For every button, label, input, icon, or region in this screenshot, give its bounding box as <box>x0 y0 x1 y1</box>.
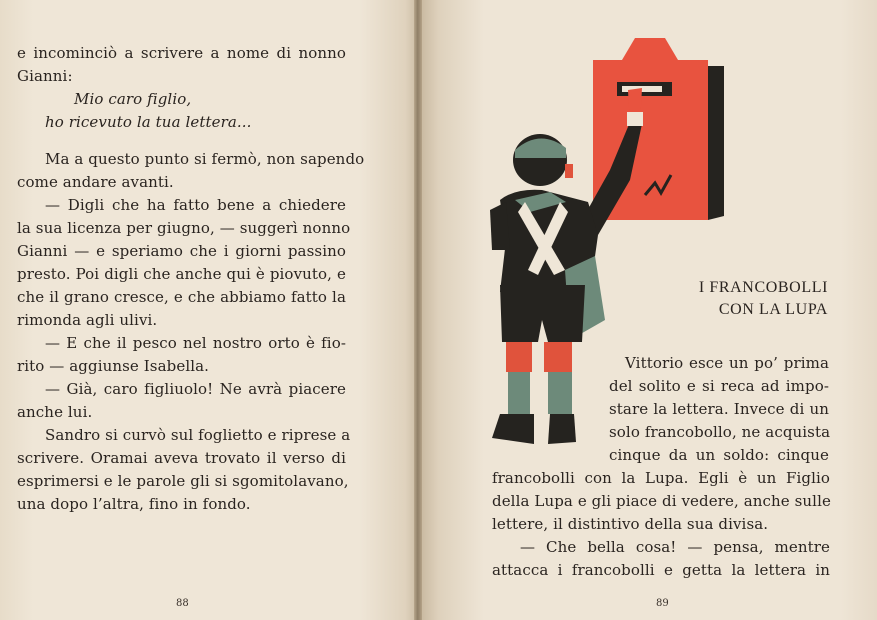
text-line: come andare avanti. <box>17 173 174 191</box>
chapter-heading <box>640 277 828 321</box>
text-line: la sua licenza per giugno, — suggerì nonno <box>17 219 351 237</box>
right-page-wide-text <box>492 467 830 582</box>
text-line: della Lupa e gli piace di vedere, anche sulle <box>492 492 831 510</box>
text-line: presto. Poi digli che anche qui è piovuto, e <box>17 265 346 283</box>
spacer <box>17 134 346 148</box>
text-line: — E che il pesco nel nostro orto è fio- <box>45 334 346 352</box>
text-line: anche lui. <box>17 403 93 421</box>
page-number-right: 89 <box>656 598 669 609</box>
text-line: rito — aggiunse Isabella. <box>17 357 210 375</box>
text-line: lettere, il distintivo della sua divisa. <box>492 515 769 533</box>
text-line: — Già, caro figliuolo! Ne avrà piacere <box>45 380 346 398</box>
text-line: stare la lettera. Invece di un <box>609 400 829 418</box>
text-line: scrivere. Oramai aveva trovato il verso di <box>17 449 346 467</box>
text-line: e incominciò a scrivere a nome di nonno <box>17 44 346 62</box>
text-line: Vittorio esce un po’ prima <box>625 354 829 372</box>
letter-opening: ho ricevuto la tua lettera... <box>45 113 252 131</box>
right-page-narrow-text <box>609 352 829 467</box>
text-line: cinque da un soldo: cinque <box>609 446 829 464</box>
text-line: che il grano cresce, e che abbiamo fatto la <box>17 288 346 306</box>
text-line: una dopo l’altra, fino in fondo. <box>17 495 251 513</box>
page-number-left: 88 <box>176 598 189 609</box>
text-line: Gianni: <box>17 67 73 85</box>
text-line: esprimersi e le parole gli si sgomitolavano, <box>17 472 349 490</box>
letter-greeting: Mio caro figlio, <box>74 90 192 108</box>
left-page-text <box>17 42 365 516</box>
text-line: Sandro si curvò sul foglietto e riprese a <box>45 426 351 444</box>
heading-line-2: CON LA LUPA <box>718 301 828 318</box>
text-line: Gianni — e speriamo che i giorni passino <box>17 242 346 260</box>
text-line: — Che bella cosa! — pensa, mentre <box>520 538 830 556</box>
text-line: del solito e si reca ad impo- <box>609 377 829 395</box>
text-line: attacca i francobolli e getta la lettera in <box>492 561 830 579</box>
text-line: — Digli che ha fatto bene a chiedere <box>45 196 346 214</box>
text-line: rimonda agli ulivi. <box>17 311 158 329</box>
text-line: francobolli con la Lupa. Egli è un Figlio <box>492 469 830 487</box>
heading-line-1: I FRANCOBOLLI <box>698 279 828 296</box>
text-line: solo francobollo, ne acquista <box>609 423 831 441</box>
text-line: Ma a questo punto si fermò, non sapendo <box>45 150 365 168</box>
book-gutter <box>414 0 422 620</box>
